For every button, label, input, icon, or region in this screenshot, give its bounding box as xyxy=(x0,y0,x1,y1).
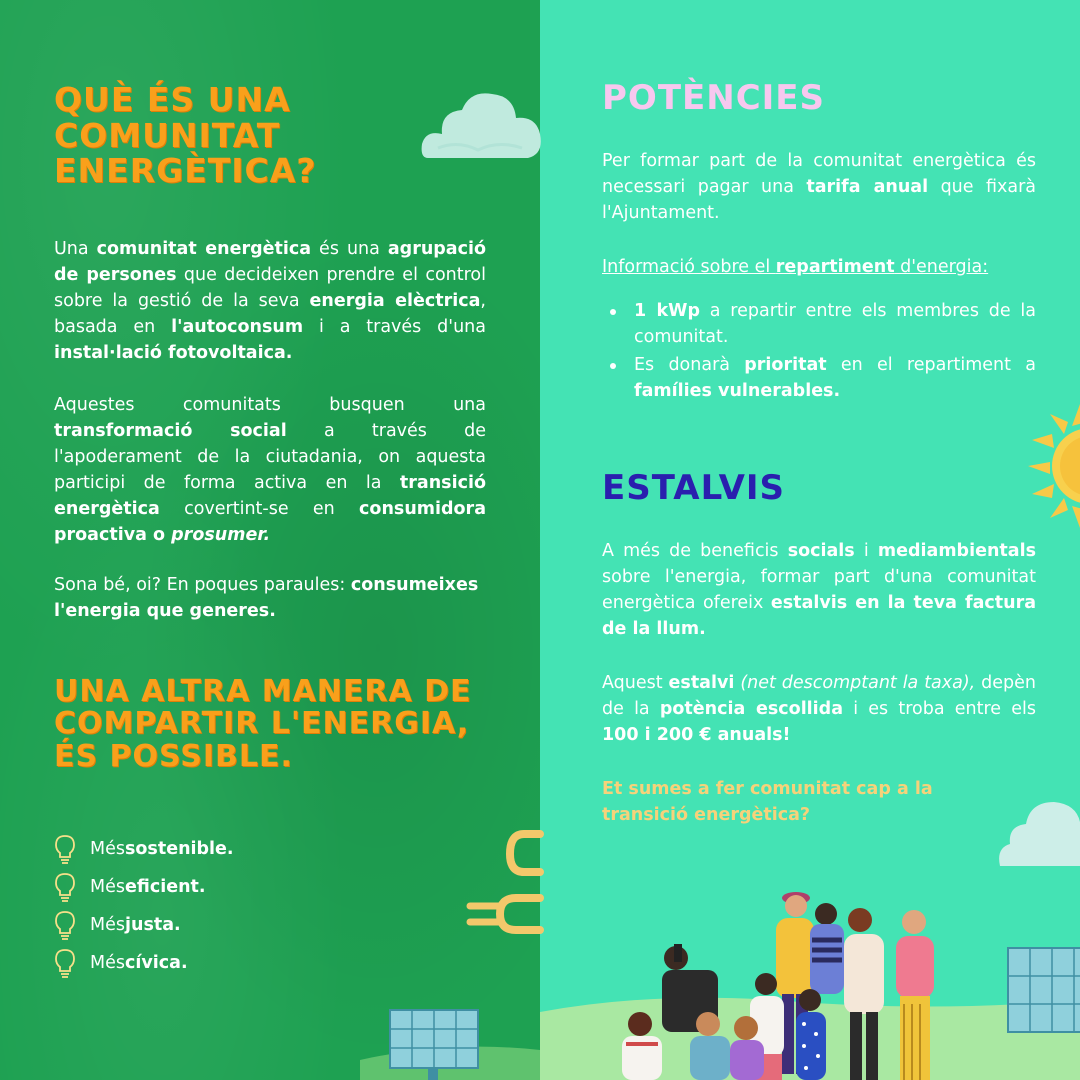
list-item: Més cívica. xyxy=(54,944,234,982)
estalvis-title: ESTALVIS xyxy=(602,468,786,508)
lightbulb-icon xyxy=(54,834,76,864)
subtitle-line: COMPARTIR L'ENERGIA, xyxy=(54,706,470,742)
sun-icon xyxy=(1028,404,1080,528)
list-item: Més eficient. xyxy=(54,868,234,906)
summary-paragraph: Sona bé, oi? En poques paraules: consumeixes l'energia que generes. xyxy=(54,575,479,621)
list-item: Més sostenible. xyxy=(54,830,234,868)
transformation-paragraph: Aquestes comunitats busquen una transformació social a través de l'apoderament de la ciutadania, on aquesta participi de forma activa en la transició energètica covertint-se en consumidora proactiva o prosumer. xyxy=(54,395,486,545)
subtitle-line: ÉS POSSIBLE. xyxy=(54,738,293,774)
tariff-paragraph: Per formar part de la comunitat energètica és necessari pagar una tarifa anual que fixarà l'Ajuntament. xyxy=(602,151,1037,223)
savings-amount-paragraph: Aquest estalvi (net descomptant la taxa), depèn de la potència escollida i es troba entre els 100 i 200 € anuals! xyxy=(602,673,1037,745)
lightbulb-icon xyxy=(54,948,76,978)
distribution-info: Informació sobre el repartiment d'energia: xyxy=(602,257,989,277)
title-line: QUÈ ÉS UNA xyxy=(54,80,291,119)
list-item: Es donarà prioritat en el repartiment a famílies vulnerables. xyxy=(604,352,1036,404)
call-to-action: Et sumes a fer comunitat cap a la transició energètica? xyxy=(602,779,933,825)
benefits-list xyxy=(54,830,234,982)
list-item: 1 kWp a repartir entre els membres de la comunitat. xyxy=(604,298,1036,350)
distribution-list xyxy=(604,298,1036,406)
intro-paragraph: Una comunitat energètica és una agrupació de persones que decideixen prendre el control sobre la gestió de la seva energia elèctrica, basada en l'autoconsum i a través d'una instal·lació fotovoltaica. xyxy=(54,239,487,363)
subtitle-line: UNA ALTRA MANERA DE xyxy=(54,674,472,709)
savings-paragraph: A més de beneficis socials i mediambientals sobre l'energia, formar part d'una comunitat energètica ofereix estalvis en la teva factura de la llum. xyxy=(602,541,1037,639)
left-title xyxy=(54,82,316,189)
list-item: Més justa. xyxy=(54,906,234,944)
solar-panel-icon xyxy=(384,1008,484,1080)
people-group-illustration xyxy=(590,884,950,1080)
title-line: ENERGÈTICA? xyxy=(54,151,317,191)
plug-icon xyxy=(466,824,546,944)
cloud-icon xyxy=(996,786,1080,874)
lightbulb-icon xyxy=(54,910,76,940)
left-subtitle xyxy=(54,676,472,773)
potencies-title: POTÈNCIES xyxy=(602,78,826,118)
solar-panel-icon xyxy=(1004,944,1080,1044)
cloud-icon xyxy=(418,78,546,174)
title-line: COMUNITAT xyxy=(54,115,281,155)
lightbulb-icon xyxy=(54,872,76,902)
